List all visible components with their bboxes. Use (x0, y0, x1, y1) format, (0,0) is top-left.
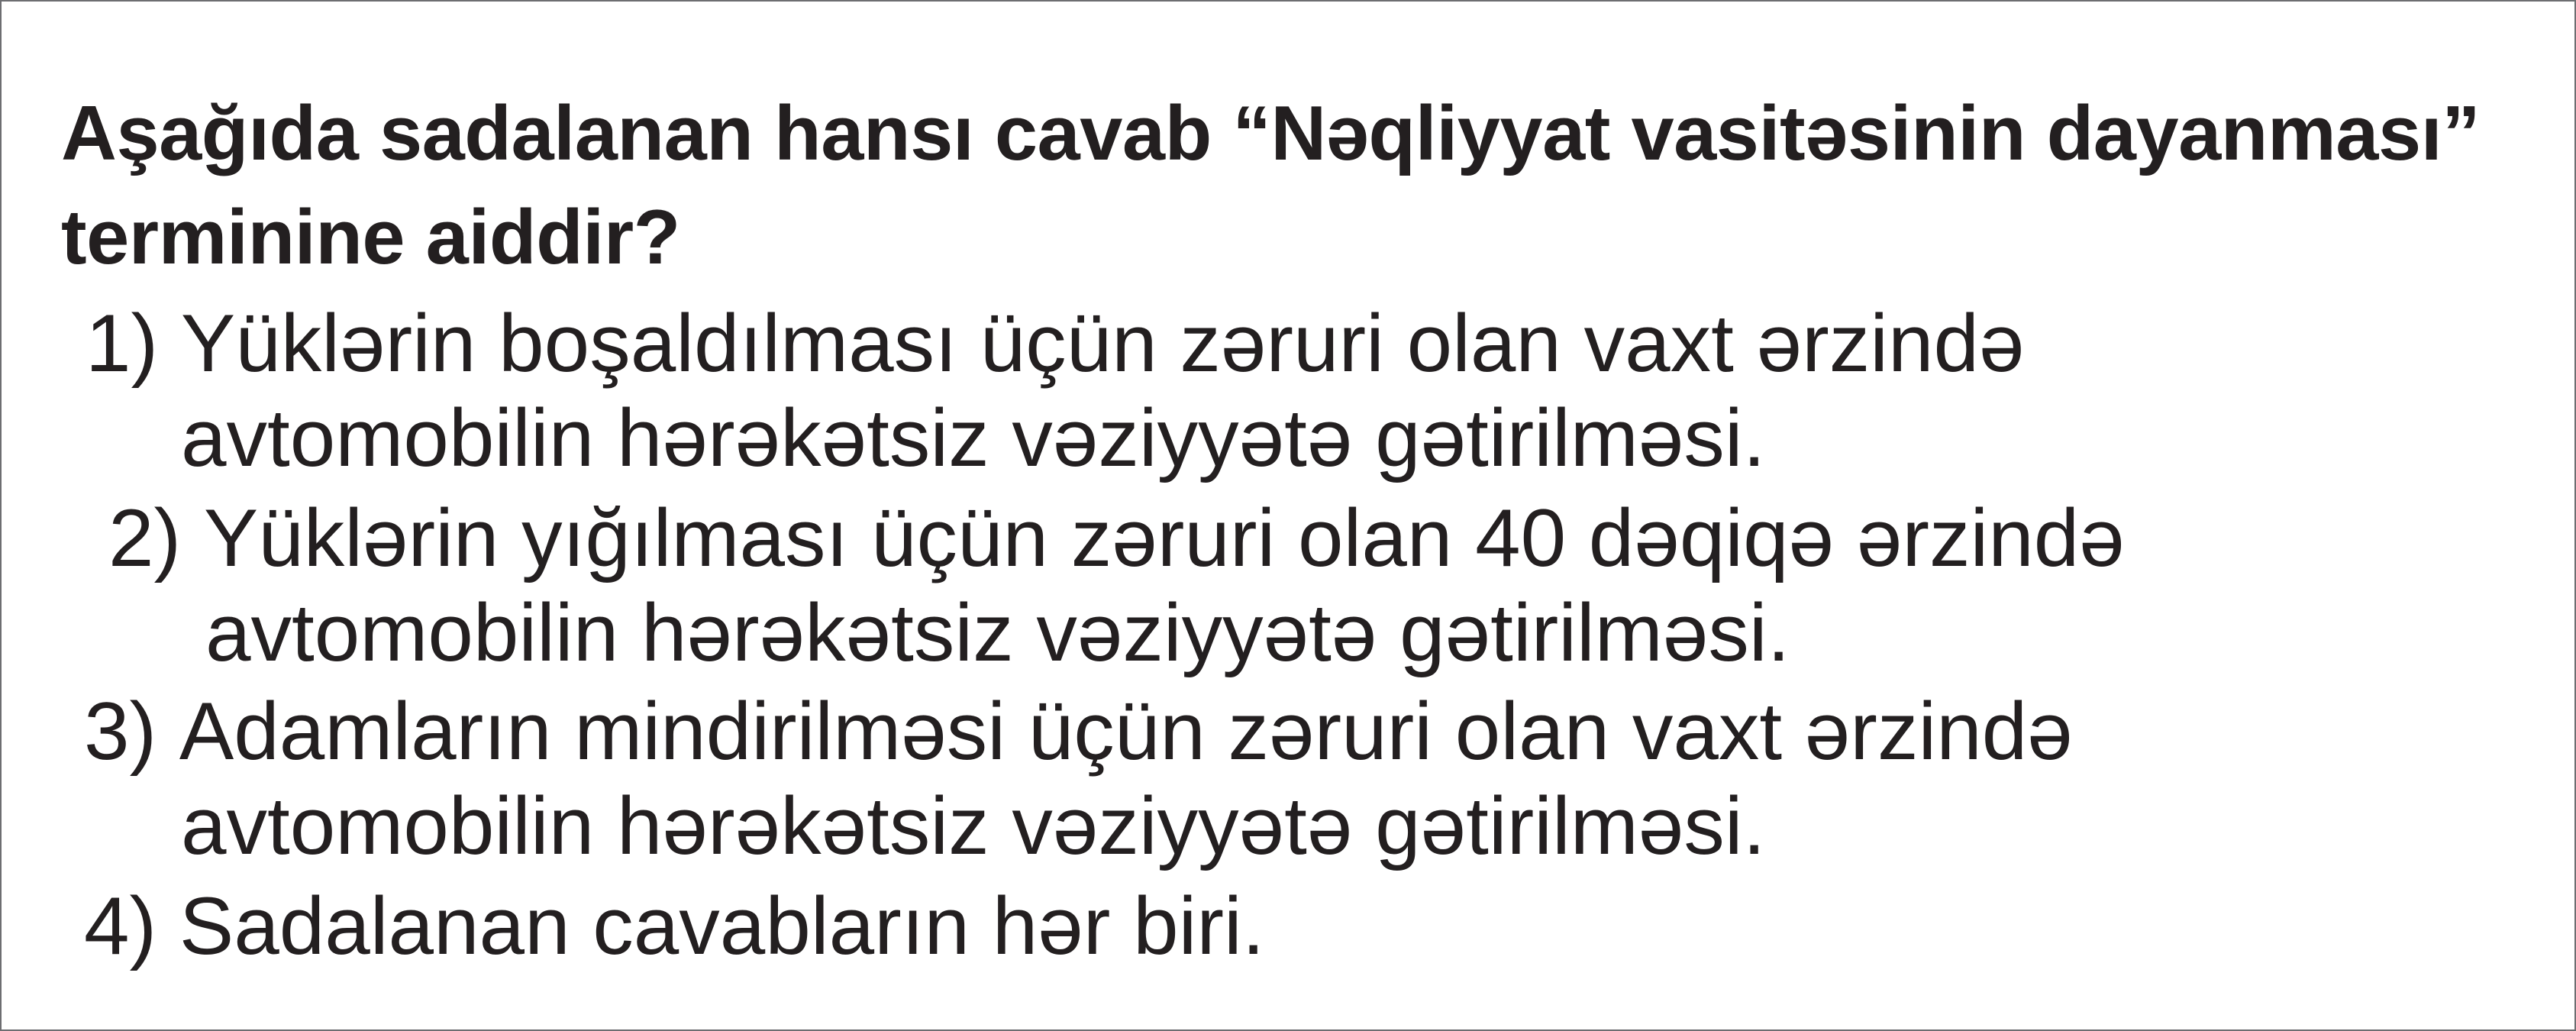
option-text-line-2: avtomobilin hərəkətsiz vəziyyətə gətirilməsi. (181, 780, 1766, 871)
option-text-line-1: Adamların mindirilməsi üçün zəruri olan vaxt ərzində (179, 685, 2073, 777)
option-text-line-1: Sadalanan cavabların hər biri. (179, 880, 1265, 971)
option-text-line-2: avtomobilin hərəkətsiz vəziyyətə gətirilməsi. (205, 587, 1790, 678)
option-text-line-1: Yüklərin yığılması üçün zəruri olan 40 dəqiqə ərzində (203, 492, 2125, 583)
option-number: 4) (84, 880, 157, 971)
question-text: Aşağıda sadalanan hansı cavab “Nəqliyyat vasitəsinin dayanması” terminine aiddir? (61, 91, 2481, 280)
option-number: 2) (108, 492, 182, 583)
option-number: 1) (86, 297, 159, 389)
answer-option-4[interactable] (84, 878, 1265, 973)
option-text-line-1: Yüklərin boşaldılması üçün zəruri olan vaxt ərzində (180, 297, 2025, 389)
answer-option-1[interactable] (86, 296, 2025, 485)
option-number: 3) (84, 685, 157, 777)
answer-option-2[interactable] (108, 490, 2125, 680)
answer-option-3[interactable] (84, 684, 2073, 873)
option-text-line-2: avtomobilin hərəkətsiz vəziyyətə gətirilməsi. (181, 392, 1766, 483)
